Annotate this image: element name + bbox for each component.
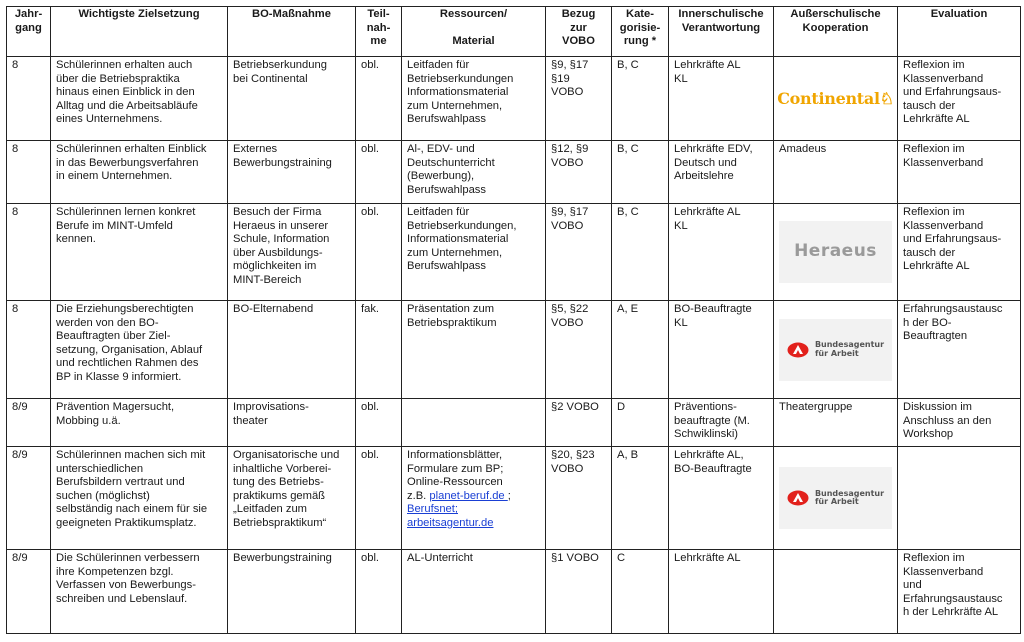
cell-text: obl. <box>361 206 380 218</box>
header-massnahme <box>228 7 356 57</box>
cell-bezug <box>546 550 612 634</box>
cell-text: BO-Beauftragte <box>674 462 752 475</box>
cell-text: Berufswahlpass <box>407 113 486 126</box>
cell-teilnahme <box>356 141 402 204</box>
cell-ressourcen <box>402 301 546 399</box>
cell-text: VOBO <box>551 219 584 232</box>
cell-text: Schülerinnen machen sich mit <box>56 449 206 461</box>
cell-text: §9, §17 <box>551 206 589 218</box>
cell-text: tausch der <box>903 99 956 112</box>
cell-ziel <box>51 204 228 301</box>
cell-text: MINT-Bereich <box>233 273 302 286</box>
resource-link-line <box>407 503 540 517</box>
cell-text: Betriebserkundungen, <box>407 219 517 232</box>
cell-text: inhaltliche Vorberei- <box>233 462 332 475</box>
cell-text: BP in Klasse 9 informiert. <box>56 370 182 383</box>
cell-teilnahme <box>356 204 402 301</box>
cell-text: Alltag und die Arbeitsabläufe <box>56 99 198 112</box>
cell-text: werden von den BO- <box>56 316 159 329</box>
bundesagentur-logo-text <box>815 341 884 358</box>
cell-ziel <box>51 301 228 399</box>
cell-innerschulisch <box>669 57 774 141</box>
cell-massnahme <box>228 141 356 204</box>
cell-massnahme <box>228 447 356 550</box>
cell-text: Betriebspraktikum <box>407 316 497 329</box>
cell-text: 8 <box>12 206 19 218</box>
cell-text: obl. <box>361 449 380 461</box>
cell-text: „Leitfaden zum <box>233 503 308 516</box>
cell-text: obl. <box>361 143 380 155</box>
cell-text: A, E <box>617 303 639 315</box>
partner-name: Amadeus <box>779 143 827 155</box>
cell-text: Diskussion im <box>903 401 973 413</box>
cell-text: KL <box>674 219 688 232</box>
cell-text: Beauftragten <box>903 330 968 343</box>
cell-text: Lehrkräfte EDV, <box>674 143 753 155</box>
cell-innerschulisch <box>669 301 774 399</box>
cell-kategorie <box>612 204 669 301</box>
header-ressourcen <box>402 7 546 57</box>
cell-text: suchen (möglichst) <box>56 489 150 502</box>
cell-text: 8/9 <box>12 401 28 413</box>
cell-text: zum Unternehmen, <box>407 246 503 259</box>
cell-text: D <box>617 401 626 413</box>
bundesagentur-emblem-icon <box>787 342 809 358</box>
cell-text: Reflexion im <box>903 143 965 155</box>
header-teilnahme <box>356 7 402 57</box>
cell-massnahme <box>228 204 356 301</box>
cell-text: Erfahrungsaustausc <box>903 303 1003 315</box>
link-berufsnet[interactable]: Berufsnet; <box>407 503 458 516</box>
cell-text: Bewerbungstraining <box>233 156 332 169</box>
cell-text: Al-, EDV- und <box>407 143 475 155</box>
header-text: Bezug <box>561 8 596 20</box>
cell-text: 8 <box>12 303 19 315</box>
cell-text: Präventions- <box>674 401 737 413</box>
bundesagentur-logo-wrap <box>787 341 884 358</box>
table-row <box>7 447 1021 550</box>
cell-text: BO-Elternabend <box>233 303 314 315</box>
cell-text: ihre Kompetenzen bzgl. <box>56 565 174 578</box>
bundesagentur-logo-line: für Arbeit <box>814 348 859 358</box>
horse-icon: ♘ <box>879 88 894 108</box>
cell-text: Schule, Information <box>233 233 330 246</box>
cell-text: §2 VOBO <box>551 401 599 413</box>
cell-text: KL <box>674 316 688 329</box>
cell-massnahme <box>228 550 356 634</box>
cell-text: Lehrkräfte AL <box>674 59 741 71</box>
cell-text: Klassenverband <box>903 565 984 578</box>
cell-text: B, C <box>617 143 639 155</box>
cell-text: Berufe im MINT-Umfeld <box>56 219 173 232</box>
header-text: Evaluation <box>930 8 988 20</box>
cell-text: Verfassen von Bewerbungs- <box>56 579 196 592</box>
table-row <box>7 204 1021 301</box>
cell-teilnahme <box>356 57 402 141</box>
cell-text: Lehrkräfte AL <box>674 206 741 218</box>
cell-text: zum Unternehmen, <box>407 99 503 112</box>
cell-text: und Erfahrungsaus- <box>903 86 1002 99</box>
cell-text: Beauftragten über Ziel- <box>56 330 171 343</box>
link-prefix: z.B. <box>407 489 427 502</box>
cell-text: B, C <box>617 206 639 218</box>
cell-jahrgang <box>7 447 51 550</box>
cell-text: §9, §17 <box>551 59 589 71</box>
cell-jahrgang <box>7 204 51 301</box>
cell-text: Betriebserkundungen <box>407 72 514 85</box>
bundesagentur-logo-line: Bundesagentur <box>814 340 885 349</box>
cell-text: Prävention Magersucht, <box>56 401 175 413</box>
cell-bezug <box>546 447 612 550</box>
cell-text: 8 <box>12 59 19 71</box>
cell-text: AL-Unterricht <box>407 552 473 564</box>
cell-text: 8 <box>12 143 19 155</box>
cell-text: Erfahrungsaustausc <box>903 592 1003 605</box>
cell-text: VOBO <box>551 156 584 169</box>
cell-text: Reflexion im <box>903 206 965 218</box>
cell-jahrgang <box>7 141 51 204</box>
cell-text: und Erfahrungsaus- <box>903 233 1002 246</box>
cell-evaluation <box>898 550 1021 634</box>
cell-bezug <box>546 301 612 399</box>
cell-text: Informationsblätter, <box>407 449 503 461</box>
header-text: Verantwortung <box>681 21 761 34</box>
cell-text: Externes <box>233 143 278 155</box>
cell-text: Bewerbungstraining <box>233 552 332 564</box>
cell-ressourcen <box>402 204 546 301</box>
cell-text: Besuch der Firma <box>233 206 322 218</box>
cell-text: Improvisations- <box>233 401 309 413</box>
cell-massnahme <box>228 399 356 447</box>
cell-bezug <box>546 399 612 447</box>
cell-text: 8/9 <box>12 449 28 461</box>
bo-measures-table <box>6 6 1021 634</box>
table-row <box>7 141 1021 204</box>
header-text: nah- <box>366 21 391 34</box>
header-text: Ressourcen/ <box>439 8 508 20</box>
cell-text: Klassenverband <box>903 72 984 85</box>
heraeus-logo <box>779 221 892 283</box>
bundesagentur-logo-line: Bundesagentur <box>814 488 885 498</box>
cell-text: Schülerinnen lernen konkret <box>56 206 196 218</box>
partner-name: Theatergruppe <box>779 401 853 413</box>
cell-text: über die Betriebspraktika <box>56 72 180 85</box>
cell-ausserschulisch <box>774 204 898 301</box>
cell-text: theater <box>233 414 268 427</box>
link-arbeitsagentur[interactable]: arbeitsagentur.de <box>407 516 494 529</box>
cell-text: schreiben und Lebenslauf. <box>56 592 188 605</box>
header-text: Teil- <box>367 8 390 20</box>
bundesagentur-logo <box>779 319 892 381</box>
cell-kategorie <box>612 301 669 399</box>
cell-text: möglichkeiten im <box>233 260 317 273</box>
cell-evaluation <box>898 447 1021 550</box>
cell-text: §1 VOBO <box>551 552 599 564</box>
cell-teilnahme <box>356 301 402 399</box>
cell-text: A, B <box>617 449 639 461</box>
continental-logo <box>779 68 892 130</box>
cell-text: Klassenverband <box>903 219 984 232</box>
cell-ressourcen <box>402 399 546 447</box>
table-row <box>7 399 1021 447</box>
header-text: Material <box>452 35 495 48</box>
heraeus-logo-text: Heraeus <box>794 241 877 262</box>
cell-innerschulisch <box>669 204 774 301</box>
cell-text: Anschluss an den <box>903 414 992 427</box>
resource-link-line <box>407 517 540 531</box>
cell-text: Workshop <box>903 428 954 441</box>
header-row <box>7 7 1021 57</box>
header-text: Innerschulische <box>678 8 764 20</box>
cell-text: Reflexion im <box>903 59 965 71</box>
cell-text: VOBO <box>551 462 584 475</box>
cell-evaluation <box>898 399 1021 447</box>
header-text: zur <box>570 21 587 34</box>
cell-text: §12, §9 <box>551 143 589 155</box>
cell-kategorie <box>612 550 669 634</box>
cell-teilnahme <box>356 399 402 447</box>
cell-text: VOBO <box>551 316 584 329</box>
cell-bezug <box>546 57 612 141</box>
cell-text: Berufsbildern vertraut und <box>56 476 185 489</box>
cell-text: Leitfaden für <box>407 206 470 218</box>
continental-logo-text: Continental <box>777 88 880 108</box>
cell-text: BO-Beauftragte <box>674 303 752 315</box>
cell-text: in das Bewerbungsverfahren <box>56 156 199 169</box>
cell-text: Betriebspraktikum“ <box>233 516 327 529</box>
cell-text: geeigneten Praktikumsplatz. <box>56 516 197 529</box>
cell-text: Lehrkräfte AL <box>674 552 741 564</box>
header-jahrgang <box>7 7 51 57</box>
cell-text: Formulare zum BP; <box>407 462 504 475</box>
cell-text: Arbeitslehre <box>674 170 734 183</box>
cell-text: Präsentation zum <box>407 303 495 315</box>
link-planet-beruf[interactable]: planet-beruf.de <box>429 489 508 502</box>
cell-text: Betriebserkundung <box>233 59 327 71</box>
bundesagentur-logo <box>779 467 892 529</box>
cell-text: Die Schülerinnen verbessern <box>56 552 200 564</box>
cell-evaluation <box>898 57 1021 141</box>
cell-bezug <box>546 204 612 301</box>
cell-jahrgang <box>7 550 51 634</box>
cell-text: obl. <box>361 552 380 564</box>
cell-text: h der BO- <box>903 316 952 329</box>
cell-text: bei Continental <box>233 72 308 85</box>
cell-text: B, C <box>617 59 639 71</box>
cell-text: Informationsmaterial <box>407 233 509 246</box>
header-zielsetzung <box>51 7 228 57</box>
cell-text: tung des Betriebs- <box>233 476 324 489</box>
cell-ressourcen <box>402 141 546 204</box>
cell-ausserschulisch <box>774 399 898 447</box>
cell-text: VOBO <box>551 86 584 99</box>
cell-bezug <box>546 141 612 204</box>
cell-kategorie <box>612 141 669 204</box>
header-bezug <box>546 7 612 57</box>
cell-ziel <box>51 399 228 447</box>
cell-kategorie <box>612 57 669 141</box>
cell-evaluation <box>898 141 1021 204</box>
cell-text: eines Unternehmens. <box>56 113 163 126</box>
cell-text: Deutschunterricht <box>407 156 495 169</box>
cell-text: beauftragte (M. <box>674 414 750 427</box>
cell-text: obl. <box>361 59 380 71</box>
cell-text: kennen. <box>56 233 96 246</box>
cell-text: und <box>903 579 922 592</box>
cell-text: Berufswahlpass <box>407 183 486 196</box>
cell-text: Informationsmaterial <box>407 86 509 99</box>
resource-link-line <box>407 490 540 504</box>
header-text: Wichtigste Zielsetzung <box>78 8 200 20</box>
cell-text: Organisatorische und <box>233 449 340 461</box>
bundesagentur-logo-line: für Arbeit <box>814 497 859 506</box>
cell-massnahme <box>228 57 356 141</box>
cell-ausserschulisch <box>774 57 898 141</box>
cell-kategorie <box>612 447 669 550</box>
cell-text: obl. <box>361 401 380 413</box>
header-evaluation <box>898 7 1021 57</box>
header-kategorisierung <box>612 7 669 57</box>
table-body <box>7 57 1021 634</box>
cell-text: h der Lehrkräfte AL <box>903 606 999 619</box>
cell-ressourcen <box>402 57 546 141</box>
cell-text: Schwiklinski) <box>674 428 739 441</box>
header-text: rung * <box>623 35 657 48</box>
cell-kategorie <box>612 399 669 447</box>
table-row <box>7 550 1021 634</box>
cell-text: hinaus einen Einblick in den <box>56 86 195 99</box>
cell-text: Heraeus in unserer <box>233 219 329 232</box>
cell-ressourcen <box>402 550 546 634</box>
cell-ziel <box>51 57 228 141</box>
header-innerschulisch <box>669 7 774 57</box>
cell-teilnahme <box>356 447 402 550</box>
link-separator: ; <box>507 489 511 502</box>
cell-text: unterschiedlichen <box>56 462 144 475</box>
cell-text: setzung, Organisation, Ablauf <box>56 343 203 356</box>
cell-massnahme <box>228 301 356 399</box>
cell-ausserschulisch <box>774 550 898 634</box>
cell-text: tausch der <box>903 246 956 259</box>
cell-innerschulisch <box>669 447 774 550</box>
cell-text: Schülerinnen erhalten Einblick <box>56 143 207 155</box>
header-text: me <box>370 35 387 48</box>
header-text: Kate- <box>626 8 654 20</box>
cell-text: Klassenverband <box>903 156 984 169</box>
cell-innerschulisch <box>669 550 774 634</box>
cell-ziel <box>51 550 228 634</box>
cell-ausserschulisch <box>774 301 898 399</box>
cell-text: §19 <box>551 72 570 85</box>
cell-text: §20, §23 <box>551 449 595 461</box>
cell-evaluation <box>898 204 1021 301</box>
header-text: BO-Maßnahme <box>252 8 331 20</box>
cell-evaluation <box>898 301 1021 399</box>
cell-text: und rechtlichen Rahmen des <box>56 357 199 370</box>
cell-ausserschulisch <box>774 141 898 204</box>
cell-text: Berufswahlpass <box>407 260 486 273</box>
cell-text: über Ausbildungs- <box>233 246 323 259</box>
bundesagentur-logo-wrap <box>787 490 884 507</box>
header-text: Jahr- <box>14 8 43 20</box>
cell-ressourcen <box>402 447 546 550</box>
cell-ziel <box>51 447 228 550</box>
bundesagentur-emblem-icon <box>787 490 809 506</box>
cell-text: fak. <box>361 303 380 315</box>
cell-text: Leitfaden für <box>407 59 470 71</box>
cell-innerschulisch <box>669 399 774 447</box>
cell-teilnahme <box>356 550 402 634</box>
cell-text: Die Erziehungsberechtigten <box>56 303 194 315</box>
cell-ziel <box>51 141 228 204</box>
table-row <box>7 57 1021 141</box>
cell-text: praktikums gemäß <box>233 489 326 502</box>
cell-text: in einem Unternehmen. <box>56 170 173 183</box>
header-text: Außerschulische <box>790 8 881 20</box>
header-text: Kooperation <box>802 21 869 34</box>
cell-innerschulisch <box>669 141 774 204</box>
header-ausserschulisch <box>774 7 898 57</box>
cell-text: 8/9 <box>12 552 28 564</box>
cell-jahrgang <box>7 399 51 447</box>
cell-ausserschulisch <box>774 447 898 550</box>
header-text: VOBO <box>562 35 595 48</box>
cell-text: KL <box>674 72 688 85</box>
cell-text: Lehrkräfte AL <box>903 113 970 126</box>
cell-text: (Bewerbung), <box>407 170 475 183</box>
cell-text: §5, §22 <box>551 303 589 315</box>
cell-text: Mobbing u.ä. <box>56 414 121 427</box>
cell-text: selbständig nach einem für sie <box>56 503 208 516</box>
cell-text: Lehrkräfte AL, <box>674 449 744 461</box>
cell-text: Schülerinnen erhalten auch <box>56 59 193 71</box>
header-text: gang <box>15 21 42 34</box>
cell-jahrgang <box>7 301 51 399</box>
cell-text: Online-Ressourcen <box>407 476 503 489</box>
bundesagentur-logo-text <box>815 490 884 507</box>
cell-text: C <box>617 552 626 564</box>
cell-text: Lehrkräfte AL <box>903 260 970 273</box>
cell-text: Reflexion im <box>903 552 965 564</box>
cell-jahrgang <box>7 57 51 141</box>
header-text: gorisie- <box>619 21 661 34</box>
table-row <box>7 301 1021 399</box>
cell-text: Deutsch und <box>674 156 737 169</box>
